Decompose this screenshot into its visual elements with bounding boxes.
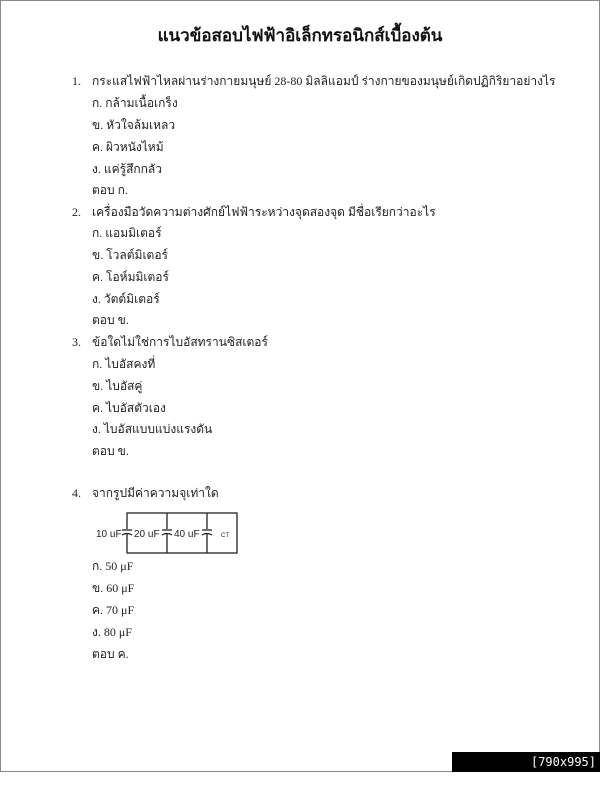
option: ค. โอห์มมิเตอร์: [92, 270, 169, 284]
total-capacitance-label: CT: [221, 533, 229, 539]
question-text: จากรูปมีค่าความจุเท่าใด: [92, 486, 219, 500]
option: ข. หัวใจล้มเหลว: [92, 118, 176, 132]
question-number: 4.: [72, 486, 81, 500]
option: ค. ผิวหนังไหม้: [92, 140, 164, 154]
image-host-footer: [790x995] http://upic.me/: [452, 752, 600, 772]
document-title: แนวข้อสอบไฟฟ้าอิเล็กทรอนิกส์เบื้องต้น: [157, 26, 443, 45]
option: ง. ไบอัสแบบแบ่งแรงดัน: [92, 422, 213, 436]
question-number: 3.: [72, 335, 81, 349]
option: ก. ไบอัสคงที่: [92, 357, 156, 371]
question-text: เครื่องมือวัดความต่างศักย์ไฟฟ้าระหว่างจุดสองจุด มีชื่อเรียกว่าอะไร: [92, 205, 436, 219]
option: ข. โวลต์มิเตอร์: [92, 248, 168, 262]
capacitor-circuit-diagram: [94, 510, 254, 558]
question-number: 2.: [72, 205, 81, 219]
option: ง. วัตต์มิเตอร์: [92, 292, 160, 306]
option: ค. 70 μF: [92, 603, 135, 617]
option: ก. แอมมิเตอร์: [92, 226, 162, 240]
option: ก. 50 μF: [92, 559, 134, 573]
option: ง. แค่รู้สึกกลัว: [92, 162, 163, 176]
answer: ตอบ ข.: [92, 444, 129, 458]
option: ข. ไบอัสคู่: [92, 379, 143, 393]
option: ก. กล้ามเนื้อเกร็ง: [92, 96, 178, 110]
capacitor-label-2: 20 uF: [134, 529, 160, 540]
capacitor-label-3: 40 uF: [174, 529, 200, 540]
question-text: ข้อใดไม่ใช่การไบอัสทรานซิสเตอร์: [92, 335, 268, 349]
question-number: 1.: [72, 74, 81, 88]
answer: ตอบ ก.: [92, 183, 128, 197]
answer: ตอบ ข.: [92, 313, 129, 327]
capacitor-label-1: 10 uF: [96, 529, 122, 540]
option: ค. ไบอัสตัวเอง: [92, 401, 166, 415]
option: ง. 80 μF: [92, 625, 132, 639]
answer: ตอบ ค.: [92, 647, 129, 661]
question-text: กระแสไฟฟ้าไหลผ่านร่างกายมนุษย์ 28-80 มิลลิแอมป์ ร่างกายของมนุษย์เกิดปฏิกิริยาอย่างไร: [92, 74, 556, 88]
option: ข. 60 μF: [92, 581, 135, 595]
